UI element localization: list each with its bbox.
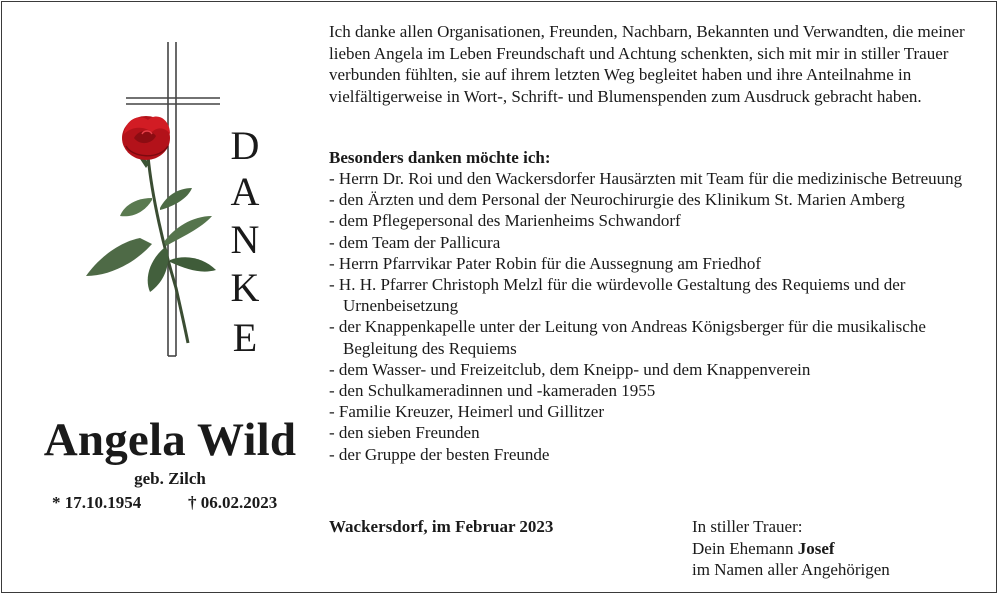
list-item: - der Gruppe der besten Freunde [329, 444, 550, 464]
cross-with-rose-icon [80, 38, 230, 368]
list-item: - H. H. Pfarrer Christoph Melzl für die würdevolle Gestaltung des Requiems und der Urnenbeisetzung [329, 275, 906, 316]
list-item: - Herrn Dr. Roi und den Wackersdorfer Hausärzten mit Team für die medizinische Betreuung [329, 169, 963, 188]
list-item: - dem Team der Pallicura [329, 232, 501, 252]
list-item: - den Ärzten und dem Personal der Neurochirurgie des Klinikum St. Marien Amberg [329, 190, 905, 210]
list-item: - Herrn Pfarrvikar Pater Robin für die Aussegnung am Friedhof [329, 253, 761, 273]
mourners-line: In stiller Trauer: [692, 517, 803, 536]
mourners-relation: Dein Ehemann [692, 538, 798, 558]
thanks-list [329, 168, 979, 465]
mourners-block [692, 516, 890, 581]
danke-letter: D [230, 123, 260, 168]
birth-date: * 17.10.1954 [52, 493, 142, 512]
place-date: Wackersdorf, im Februar 2023 [329, 517, 554, 536]
danke-letter: K [230, 265, 260, 310]
mourners-line: im Namen aller Angehörigen [692, 560, 890, 579]
list-item: - der Knappenkapelle unter der Leitung von Andreas Königsberger für die musikalische Begleitung des Requiems [329, 317, 926, 358]
thanks-heading: Besonders danken möchte ich: [329, 148, 551, 167]
danke-letter: A [230, 169, 260, 214]
list-item: - Familie Kreuzer, Heimerl und Gillitzer [329, 402, 604, 422]
mourners-line [692, 538, 890, 560]
mourner-name: Josef [797, 538, 835, 558]
list-item: - dem Wasser- und Freizeitclub, dem Kneipp- und dem Knappenverein [329, 359, 811, 379]
list-item: - den sieben Freunden [329, 423, 480, 443]
list-item: - den Schulkameradinnen und -kameraden 1955 [329, 381, 656, 401]
maiden-name: geb. Zilch [134, 469, 206, 488]
death-date: † 06.02.2023 [188, 493, 278, 512]
intro-paragraph: Ich danke allen Organisationen, Freunden, Nachbarn, Bekannten und Verwandten, die meiner lieben Angela im Leben Freundschaft und Achtung schenkten, sich mit mir in stiller Trauer verbunden fühlten, sie auf ihrem letzten Weg begleitet haben und ihre Anteilnahme in vielfältigerweise in Wort-, Schrift- und Blumenspenden zum Ausdruck gebracht haben. [329, 22, 965, 106]
danke-letter: E [232, 315, 258, 360]
danke-letter: N [230, 217, 260, 262]
deceased-name: Angela Wild [43, 414, 297, 466]
list-item: - dem Pflegepersonal des Marienheims Schwandorf [329, 211, 681, 231]
